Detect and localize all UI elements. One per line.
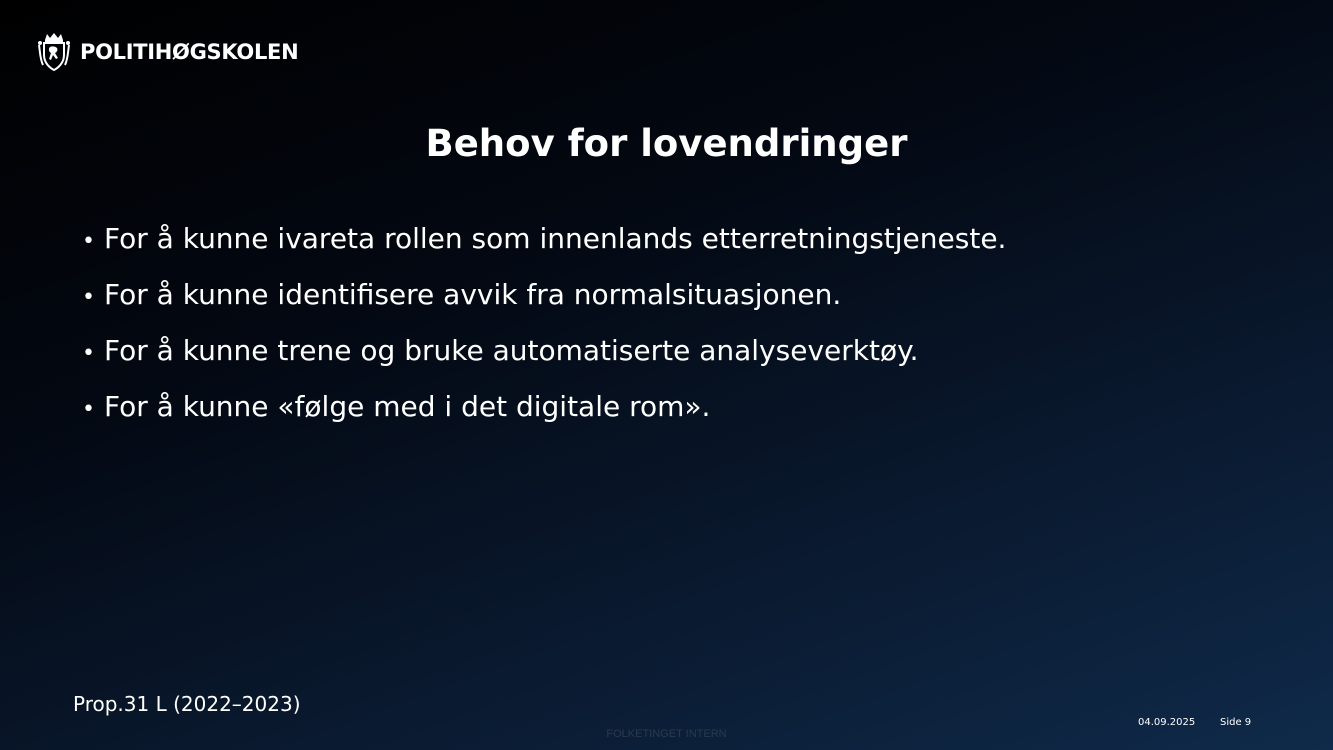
bullet-item bbox=[82, 390, 1006, 446]
footer-date: 04.09.2025 bbox=[1138, 717, 1196, 728]
bullet-text: For å kunne ivareta rollen som innenlands etterretningstjeneste. bbox=[104, 222, 1007, 255]
bullet-dot: • bbox=[82, 341, 95, 366]
coat-of-arms-icon bbox=[36, 31, 72, 73]
bullet-dot: • bbox=[82, 229, 95, 254]
classification-label: FOLKETINGET INTERN bbox=[606, 728, 727, 740]
bullet-text: For å kunne identifisere avvik fra normalsituasjonen. bbox=[104, 278, 842, 311]
bullet-item bbox=[82, 222, 1006, 278]
bullet-dot: • bbox=[82, 285, 95, 310]
bullet-list bbox=[82, 222, 1006, 446]
bullet-item bbox=[82, 278, 1006, 334]
bullet-dot: • bbox=[82, 397, 95, 422]
bullet-text: For å kunne «følge med i det digitale rom». bbox=[104, 390, 711, 423]
logo bbox=[36, 30, 298, 74]
source-reference: Prop.31 L (2022–2023) bbox=[73, 692, 301, 716]
bullet-text: For å kunne trene og bruke automatiserte analyseverktøy. bbox=[104, 334, 919, 367]
logo-text: POLITIHØGSKOLEN bbox=[80, 40, 299, 64]
page-number: Side 9 bbox=[1220, 717, 1252, 728]
slide-title: Behov for lovendringer bbox=[425, 122, 908, 165]
bullet-item bbox=[82, 334, 1006, 390]
